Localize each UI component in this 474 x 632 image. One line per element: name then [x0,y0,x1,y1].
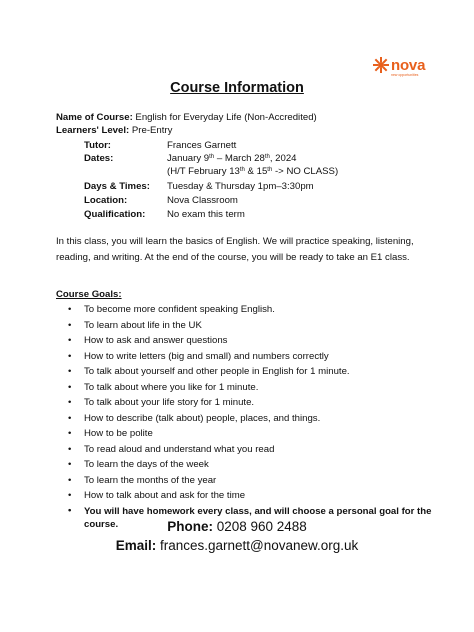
goal-item [56,333,436,349]
learner-level-value: Pre-Entry [129,125,173,136]
bullet-icon: • [68,335,72,346]
goal-item [56,411,436,427]
goal-item [56,442,436,458]
location-row [84,195,238,207]
goal-text: To become more confident speaking English. [84,304,275,315]
logo-tagline: new opportunities [391,73,419,77]
bullet-icon: • [68,474,72,486]
bullet-icon: • [68,504,72,516]
tutor-row [84,140,236,152]
tutor-value: Frances Garnett [167,140,237,151]
bullet-icon: • [68,319,72,331]
goal-item [56,318,436,334]
bullet-icon: • [68,490,72,501]
location-value: Nova Classroom [167,195,238,206]
goal-item [56,426,436,442]
goal-text: To read aloud and understand what you read [84,443,275,455]
phone-label: Phone: [167,519,213,534]
goal-item [56,302,436,318]
goal-item [56,457,436,473]
goal-text: To talk about where you like for 1 minute. [84,381,259,393]
page-title: Course Information [170,80,304,96]
email-value[interactable]: frances.garnett@novanew.org.uk [156,538,359,553]
goal-text: To learn the days of the week [84,459,209,470]
bullet-icon: • [68,443,72,455]
location-label: Location: [84,195,128,206]
goal-item [56,380,436,396]
nova-logo [373,57,425,73]
goal-item [56,488,436,504]
goal-text: To talk about your life story for 1 minute. [84,397,255,408]
goal-item [56,395,436,411]
phone-line [0,519,474,534]
intro-paragraph: In this class, you will learn the basics of English. We will practice speaking, listening, reading, and writing. At the end of the course, you will be ready to take an E1 class. [56,236,414,263]
goal-text: How to be polite [84,428,153,439]
goal-text: How to describe (talk about) people, places, and things. [84,412,321,424]
bullet-icon: • [68,428,72,439]
course-name-label: Name of Course: [56,112,133,123]
dates-value: January 9th – March 28th, 2024 [167,153,297,164]
email-line [0,538,474,553]
learner-level-label: Learners' Level: [56,125,130,136]
days-times-row [84,181,314,193]
bullet-icon: • [68,412,72,424]
bullet-icon: • [68,350,72,362]
goal-text: How to ask and answer questions [84,335,228,346]
goal-text: To learn the months of the year [84,474,217,486]
sunburst-icon [373,57,389,73]
goals-heading: Course Goals: [56,289,122,300]
phone-value: 0208 960 2488 [212,519,307,534]
qualification-label: Qualification: [84,209,146,220]
qualification-row [84,209,245,221]
bullet-icon: • [68,381,72,393]
dates-label: Dates: [84,153,114,164]
half-term-note: (H/T February 13th & 15th -> NO CLASS) [167,166,339,177]
dates-row [84,153,297,165]
bullet-icon: • [68,304,72,315]
days-times-value: Tuesday & Thursday 1pm–3:30pm [167,181,314,192]
days-times-label: Days & Times: [84,181,150,192]
course-name-line [56,112,317,124]
bullet-icon: • [68,397,72,408]
learner-level-line [56,125,172,137]
goal-text: How to talk about and ask for the time [84,490,246,501]
tutor-label: Tutor: [84,140,111,151]
goal-item [56,364,436,380]
goals-list [56,302,436,532]
course-name-value: English for Everyday Life (Non-Accredited) [132,112,317,123]
goal-text: To learn about life in the UK [84,319,202,331]
goal-text: To talk about yourself and other people in English for 1 minute. [84,366,350,377]
goal-text: You will have homework every class, and will choose a personal goal for the course. [84,505,432,530]
bullet-icon: • [68,459,72,470]
qualification-value: No exam this term [167,209,245,220]
email-label: Email: [115,538,157,553]
goal-text: How to write letters (big and small) and numbers correctly [84,350,329,362]
bullet-icon: • [68,366,72,377]
logo-wordmark: nova [391,56,426,74]
goal-item [56,473,436,489]
goal-item [56,349,436,365]
